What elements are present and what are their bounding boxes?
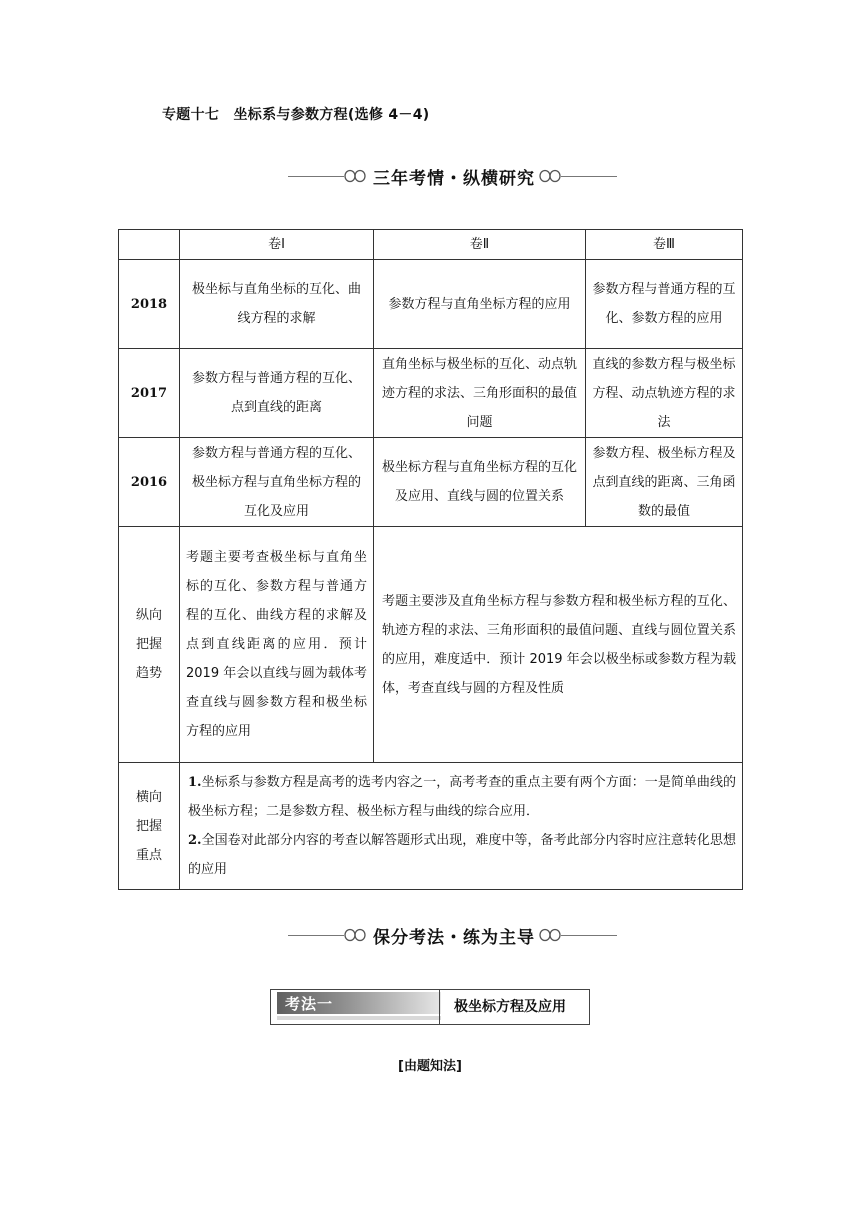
table-cell: 极坐标方程与直角坐标方程的互化及应用、直线与圆的位置关系 [374,438,586,527]
focus-row [119,763,743,890]
ornament-icon [344,169,366,183]
method-tag-label: 考法一 [285,995,334,1013]
table-row [119,438,743,527]
column-header: 卷Ⅰ [180,230,374,260]
focus-cell [180,763,743,890]
table-cell: 参数方程与普通方程的互化、参数方程的应用 [586,260,743,349]
method-tag [277,992,441,1014]
table-row [119,349,743,438]
section-banner-2 [0,921,860,951]
trend-label: 纵向 把握 趋势 [119,527,180,763]
focus-label: 横向 把握 重点 [119,763,180,890]
ornament-icon [344,928,366,942]
ornament-icon [539,169,561,183]
column-header: 卷Ⅱ [374,230,586,260]
table-cell: 参数方程、极坐标方程及点到直线的距离、三角函数的最值 [586,438,743,527]
trend-cell-right: 考题主要涉及直角坐标方程与参数方程和极坐标方程的互化、轨迹方程的求法、三角形面积的最值问题、直线与圆位置关系的应用，难度适中．预计 2019 年会以极坐标或参数方程为载体，考查直线与圆的方程及性质 [374,527,743,763]
method-box [270,989,590,1025]
banner-rule-right [561,935,617,936]
trend-cell-left: 考题主要考查极坐标与直角坐标的互化、参数方程与普通方程的互化、曲线方程的求解及点到直线距离的应用．预计 2019 年会以直线与圆为载体考查直线与圆参数方程和极坐标方程的应用 [180,527,374,763]
chapter-header: 专题十七 坐标系与参数方程(选修 4－4) [162,107,430,123]
ornament-icon [539,928,561,942]
focus-point-2: 2.全国卷对此部分内容的考查以解答题形式出现，难度中等，备考此部分内容时应注意转化思想的应用 [188,833,736,877]
banner-rule-left [288,935,344,936]
section-banner-1 [0,162,860,192]
table-cell: 极坐标与直角坐标的互化、曲线方程的求解 [180,260,374,349]
exam-analysis-table [118,229,743,890]
table-cell: 参数方程与普通方程的互化、点到直线的距离 [180,349,374,438]
table-cell: 直线的参数方程与极坐标方程、动点轨迹方程的求法 [586,349,743,438]
method-name: 极坐标方程及应用 [454,999,566,1015]
focus-point-1: 1.坐标系与参数方程是高考的选考内容之一，高考考查的重点主要有两个方面：一是简单曲线的极坐标方程；二是参数方程、极坐标方程与曲线的综合应用． [188,775,736,819]
table-row [119,260,743,349]
method-divider [439,990,440,1024]
empty-header-cell [119,230,180,260]
table-cell: 直角坐标与极坐标的互化、动点轨迹方程的求法、三角形面积的最值问题 [374,349,586,438]
banner-rule-left [288,176,344,177]
table-header-row [119,230,743,260]
banner-rule-right [561,176,617,177]
banner-title: 保分考法・练为主导 [373,928,535,948]
banner-title: 三年考情・纵横研究 [373,169,535,189]
year-cell: 2018 [119,260,180,349]
trend-row [119,527,743,763]
year-cell: 2017 [119,349,180,438]
year-cell: 2016 [119,438,180,527]
table-cell: 参数方程与普通方程的互化、极坐标方程与直角坐标方程的互化及应用 [180,438,374,527]
table-cell: 参数方程与直角坐标方程的应用 [374,260,586,349]
column-header: 卷Ⅲ [586,230,743,260]
method-tag-shadow [277,1016,441,1020]
subheading: [由题知法] [398,1059,462,1074]
